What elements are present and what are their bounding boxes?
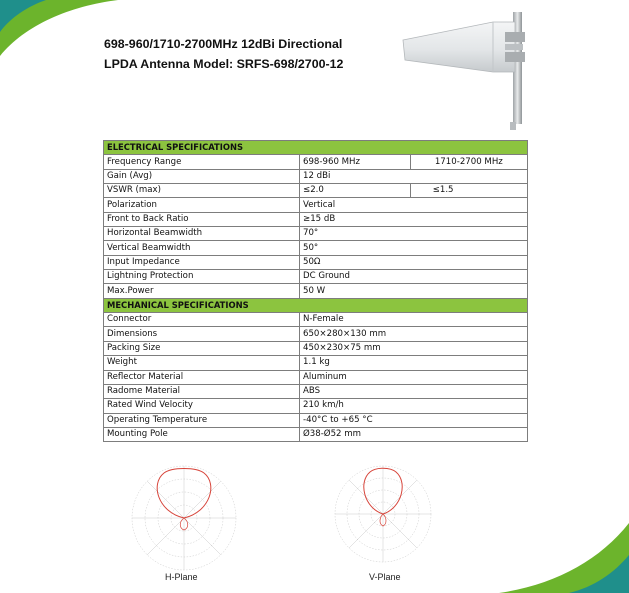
electrical-section-header bbox=[104, 141, 528, 155]
spec-value: DC Ground bbox=[300, 270, 528, 284]
table-row bbox=[104, 212, 528, 226]
spec-label: Horizontal Beamwidth bbox=[104, 227, 300, 241]
spec-label: Polarization bbox=[104, 198, 300, 212]
electrical-section-header-label: ELECTRICAL SPECIFICATIONS bbox=[104, 141, 528, 155]
spec-label: Input Impedance bbox=[104, 255, 300, 269]
table-row bbox=[104, 284, 528, 298]
spec-label: Front to Back Ratio bbox=[104, 212, 300, 226]
spec-label: Reflector Material bbox=[104, 370, 300, 384]
corner-decoration-bottom-right bbox=[499, 503, 629, 593]
table-row bbox=[104, 313, 528, 327]
spec-label: Mounting Pole bbox=[104, 427, 300, 441]
spec-value: 50Ω bbox=[300, 255, 528, 269]
spec-value: 50° bbox=[300, 241, 528, 255]
spec-value: 210 km/h bbox=[300, 399, 528, 413]
spec-label: Lightning Protection bbox=[104, 270, 300, 284]
spec-label: Dimensions bbox=[104, 327, 300, 341]
spec-label: Weight bbox=[104, 356, 300, 370]
spec-label: Frequency Range bbox=[104, 155, 300, 169]
table-row bbox=[104, 184, 528, 198]
spec-value: 50 W bbox=[300, 284, 528, 298]
spec-value: 1.1 kg bbox=[300, 356, 528, 370]
corner-decoration-top-left bbox=[0, 0, 120, 70]
table-row bbox=[104, 413, 528, 427]
spec-label: Max.Power bbox=[104, 284, 300, 298]
h-plane-pattern bbox=[124, 462, 244, 574]
spec-value: Ø38-Ø52 mm bbox=[300, 427, 528, 441]
table-row bbox=[104, 270, 528, 284]
spec-label: Connector bbox=[104, 313, 300, 327]
table-row bbox=[104, 227, 528, 241]
mechanical-section-header bbox=[104, 298, 528, 312]
table-row bbox=[104, 155, 528, 169]
spec-label: Gain (Avg) bbox=[104, 169, 300, 183]
spec-value: ≥15 dB bbox=[300, 212, 528, 226]
table-row bbox=[104, 427, 528, 441]
spec-value: 450×230×75 mm bbox=[300, 341, 528, 355]
spec-value: Vertical bbox=[300, 198, 528, 212]
spec-label: Vertical Beamwidth bbox=[104, 241, 300, 255]
table-row bbox=[104, 356, 528, 370]
spec-value-2: 1710-2700 MHz bbox=[410, 155, 527, 169]
spec-value: Aluminum bbox=[300, 370, 528, 384]
spec-label: Operating Temperature bbox=[104, 413, 300, 427]
spec-label: Packing Size bbox=[104, 341, 300, 355]
v-plane-pattern bbox=[328, 462, 438, 566]
table-row bbox=[104, 399, 528, 413]
table-row bbox=[104, 241, 528, 255]
spec-label: VSWR (max) bbox=[104, 184, 300, 198]
spec-value: N-Female bbox=[300, 313, 528, 327]
spec-value: ABS bbox=[300, 384, 528, 398]
table-row bbox=[104, 169, 528, 183]
spec-label: Rated Wind Velocity bbox=[104, 399, 300, 413]
spec-value: ≤2.0 bbox=[300, 184, 411, 198]
table-row bbox=[104, 198, 528, 212]
spec-value: 698-960 MHz bbox=[300, 155, 411, 169]
mechanical-section-header-label: MECHANICAL SPECIFICATIONS bbox=[104, 298, 528, 312]
antenna-photo bbox=[395, 8, 535, 136]
title-line-2: LPDA Antenna Model: SRFS-698/2700-12 bbox=[104, 57, 344, 71]
table-row bbox=[104, 327, 528, 341]
spec-value-2: ≤1.5 bbox=[410, 184, 527, 198]
spec-value: 70° bbox=[300, 227, 528, 241]
table-row bbox=[104, 370, 528, 384]
h-plane-label: H-Plane bbox=[165, 572, 198, 582]
table-row bbox=[104, 255, 528, 269]
spec-value: 650×280×130 mm bbox=[300, 327, 528, 341]
table-row bbox=[104, 384, 528, 398]
title-line-1: 698-960/1710-2700MHz 12dBi Directional bbox=[104, 37, 343, 51]
spec-label: Radome Material bbox=[104, 384, 300, 398]
specifications-table bbox=[103, 140, 528, 442]
spec-value: -40°C to +65 °C bbox=[300, 413, 528, 427]
product-title bbox=[104, 34, 343, 74]
v-plane-label: V-Plane bbox=[369, 572, 401, 582]
table-row bbox=[104, 341, 528, 355]
spec-value: 12 dBi bbox=[300, 169, 528, 183]
